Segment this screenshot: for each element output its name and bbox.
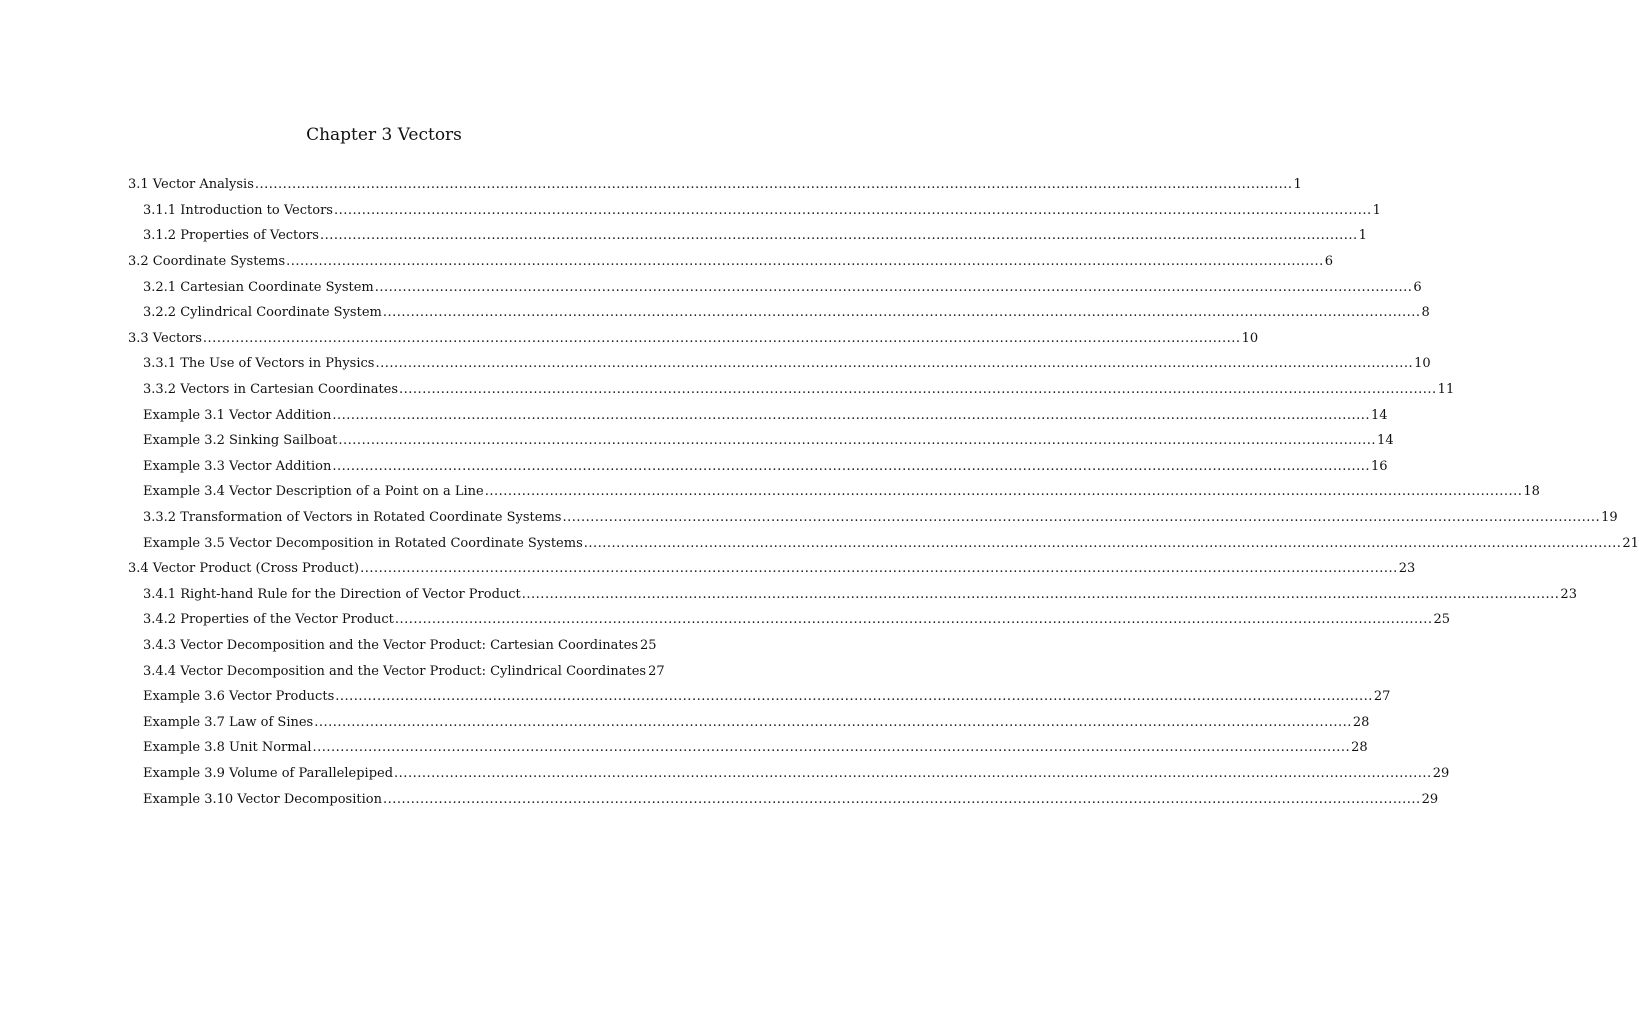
toc-dot-leader [332, 459, 1370, 474]
toc-dot-leader [383, 792, 1421, 807]
toc-entry-page-number: 8 [1421, 305, 1430, 321]
toc-entry-page-number: 19 [1601, 510, 1618, 526]
toc-entry[interactable] [128, 505, 1618, 531]
toc-entry[interactable] [128, 735, 1368, 761]
toc-entry-label: 3.2.1 Cartesian Coordinate System [143, 279, 374, 295]
toc-entry-label: 3.1.2 Properties of Vectors [143, 228, 319, 244]
toc-entry-label: Example 3.6 Vector Products [143, 689, 335, 705]
toc-entry-page-number: 29 [1421, 791, 1439, 807]
toc-dot-leader [320, 228, 1358, 243]
toc-entry[interactable] [128, 300, 1430, 326]
toc-entry[interactable] [128, 633, 656, 659]
toc-entry-page-number: 23 [1560, 586, 1577, 602]
toc-entry-page-number: 27 [1373, 689, 1391, 705]
toc-entry[interactable] [128, 274, 1422, 300]
toc-dot-leader [375, 280, 1413, 295]
toc-entry-label: 3.1 Vector Analysis [128, 177, 254, 193]
toc-dot-leader [360, 561, 1398, 576]
toc-entry-label: 3.4.2 Properties of the Vector Product [143, 612, 394, 628]
toc-dot-leader [203, 331, 1241, 346]
toc-entry[interactable] [128, 198, 1381, 224]
toc-entry-page-number: 1 [1358, 228, 1367, 244]
toc-entry-label: Example 3.7 Law of Sines [143, 714, 314, 730]
toc-entry-label: Example 3.4 Vector Description of a Point on a Line [143, 484, 484, 500]
toc-entry-page-number: 1 [1372, 202, 1381, 218]
toc-entry-label: 3.4.3 Vector Decomposition and the Vector Product: Cartesian Coordinates [143, 637, 639, 653]
toc-entry-page-number: 18 [1523, 484, 1540, 500]
toc-entry[interactable] [128, 454, 1388, 480]
toc-dot-leader [522, 587, 1560, 602]
toc-entry-label: 3.2 Coordinate Systems [128, 254, 286, 270]
toc-entry-page-number: 14 [1371, 407, 1388, 423]
toc-dot-leader [485, 484, 1523, 499]
toc-entry-page-number: 21 [1622, 535, 1639, 551]
toc-entry-page-number: 6 [1324, 254, 1334, 270]
toc-entry-page-number: 28 [1351, 740, 1368, 756]
toc-dot-leader [395, 612, 1433, 627]
toc-dot-leader [338, 433, 1376, 448]
toc-entry-page-number: 10 [1241, 330, 1259, 346]
toc-entry-page-number: 11 [1437, 382, 1455, 398]
toc-entry-page-number: 10 [1414, 356, 1431, 372]
toc-entry[interactable] [128, 402, 1388, 428]
toc-entry-page-number: 14 [1377, 433, 1394, 449]
toc-entry[interactable] [128, 556, 1416, 582]
toc-entry[interactable] [128, 326, 1259, 352]
toc-entry-page-number: 25 [1433, 612, 1451, 628]
toc-entry-page-number: 23 [1398, 561, 1416, 577]
toc-entry-page-number: 29 [1432, 765, 1450, 781]
toc-entry-page-number: 28 [1352, 714, 1370, 730]
toc-entry-label: Example 3.8 Unit Normal [143, 740, 312, 756]
toc-entry-label: Example 3.10 Vector Decomposition [143, 791, 382, 807]
toc-entry-label: 3.3.1 The Use of Vectors in Physics [143, 356, 375, 372]
toc-dot-leader [313, 740, 1351, 755]
toc-entry[interactable] [128, 786, 1439, 812]
toc-entry[interactable] [128, 709, 1370, 735]
toc-entry[interactable] [128, 530, 1639, 556]
toc-entry[interactable] [128, 761, 1450, 787]
toc-dot-leader [562, 510, 1600, 525]
toc-entry[interactable] [128, 684, 1391, 710]
toc-entry[interactable] [128, 172, 1302, 198]
toc-dot-leader [332, 408, 1370, 423]
toc-dot-leader [334, 203, 1372, 218]
toc-entry[interactable] [128, 377, 1455, 403]
toc-dot-leader [383, 305, 1421, 320]
toc-entry[interactable] [128, 223, 1367, 249]
toc-dot-leader [375, 356, 1413, 371]
toc-entry[interactable] [128, 607, 1451, 633]
toc-entry[interactable] [128, 428, 1394, 454]
toc-entry-label: 3.4.1 Right-hand Rule for the Direction of Vector Product [143, 586, 521, 602]
toc-entry-label: 3.3.2 Vectors in Cartesian Coordinates [143, 382, 399, 398]
toc-dot-leader [394, 766, 1432, 781]
toc-entry[interactable] [128, 582, 1577, 608]
toc-entry[interactable] [128, 249, 1334, 275]
toc-dot-leader [255, 177, 1293, 192]
chapter-title: Chapter 3 Vectors [306, 125, 462, 145]
toc-dot-leader [286, 254, 1324, 269]
toc-entry-page-number: 16 [1371, 458, 1388, 474]
toc-entry[interactable] [128, 351, 1431, 377]
toc-entry-label: Example 3.2 Sinking Sailboat [143, 433, 338, 449]
toc-entry-page-number: 27 [648, 663, 665, 679]
toc-entry[interactable] [128, 658, 665, 684]
toc-entry-label: 3.2.2 Cylindrical Coordinate System [143, 305, 382, 321]
toc-dot-leader [399, 382, 1437, 397]
toc-dot-leader [314, 715, 1352, 730]
table-of-contents [128, 172, 1639, 812]
toc-entry-page-number: 6 [1413, 279, 1422, 295]
toc-dot-leader [584, 536, 1622, 551]
toc-entry-page-number: 1 [1293, 177, 1302, 193]
toc-entry-label: 3.3 Vectors [128, 330, 202, 346]
toc-entry-label: Example 3.1 Vector Addition [143, 407, 332, 423]
toc-entry-label: 3.4 Vector Product (Cross Product) [128, 561, 360, 577]
toc-entry-label: 3.1.1 Introduction to Vectors [143, 202, 333, 218]
toc-entry-label: 3.4.4 Vector Decomposition and the Vector Product: Cylindrical Coordinates [143, 663, 647, 679]
toc-entry-label: Example 3.9 Volume of Parallelepiped [143, 765, 394, 781]
toc-entry-label: Example 3.3 Vector Addition [143, 458, 332, 474]
toc-dot-leader [335, 689, 1373, 704]
toc-entry-label: Example 3.5 Vector Decomposition in Rotated Coordinate Systems [143, 535, 583, 551]
toc-entry-label: 3.3.2 Transformation of Vectors in Rotated Coordinate Systems [143, 510, 562, 526]
toc-entry-page-number: 25 [640, 637, 657, 653]
toc-entry[interactable] [128, 479, 1540, 505]
